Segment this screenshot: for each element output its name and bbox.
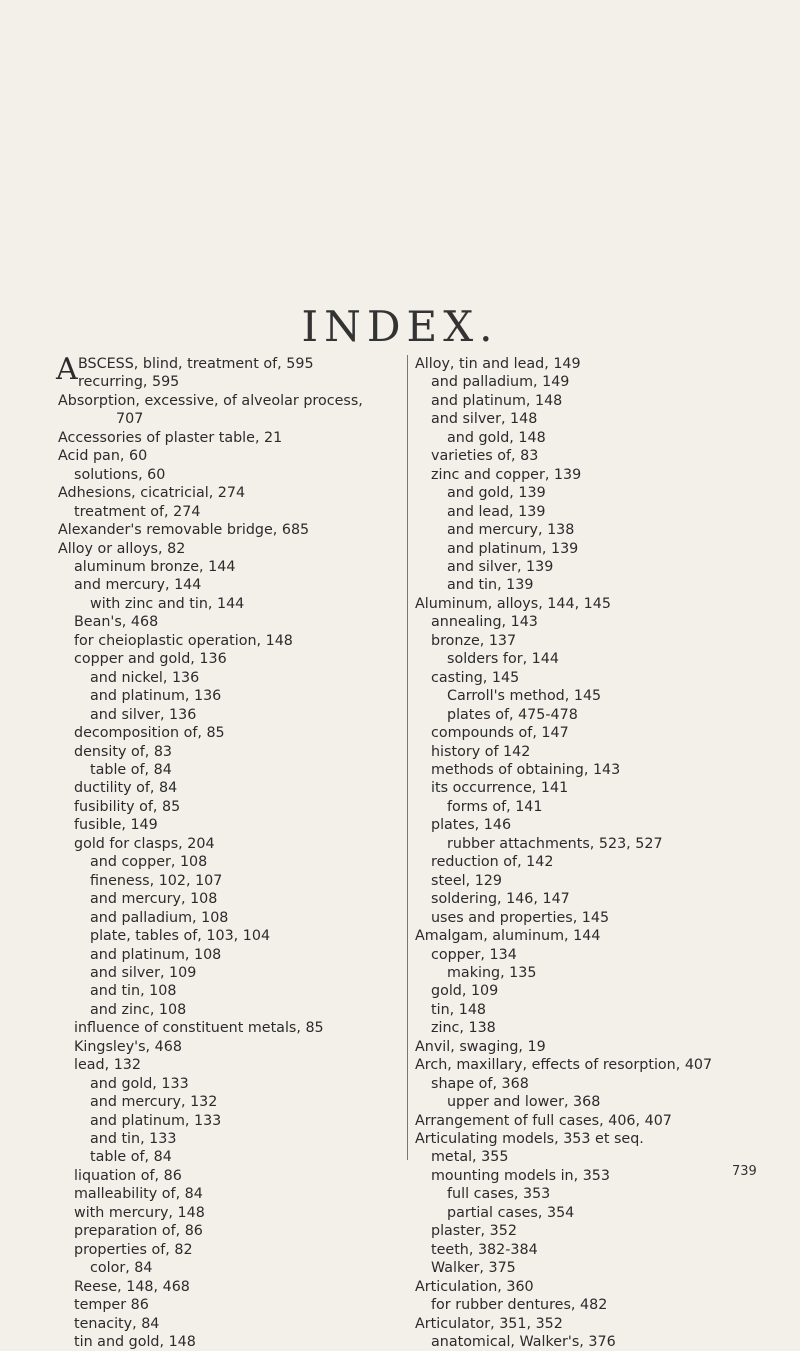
index-entry-text: and mercury, 132 — [90, 1094, 218, 1111]
index-entry — [415, 743, 795, 761]
index-entry — [415, 632, 795, 650]
index-entry-text: metal, 355 — [431, 1149, 509, 1166]
index-entry — [58, 964, 398, 982]
index-entry-text: Adhesions, cicatricial, 274 — [58, 485, 246, 502]
index-entry — [415, 447, 795, 465]
index-entry-text: zinc, 138 — [431, 1020, 496, 1037]
index-entry — [58, 669, 398, 687]
index-entry — [415, 779, 795, 797]
index-entry — [415, 576, 795, 594]
index-entry-text: history of 142 — [431, 743, 531, 760]
index-entry — [415, 982, 795, 1000]
index-entry-text: properties of, 82 — [74, 1241, 193, 1258]
index-entry — [58, 429, 398, 447]
index-entry — [415, 669, 795, 687]
index-entry — [58, 650, 398, 668]
index-entry — [415, 1185, 795, 1203]
index-entry-text: teeth, 382-384 — [431, 1241, 538, 1258]
index-entry — [415, 835, 795, 853]
index-entry — [58, 447, 398, 465]
index-entry — [58, 1185, 398, 1203]
index-entry-text: treatment of, 274 — [74, 503, 201, 520]
index-entry-text: zinc and copper, 139 — [431, 466, 582, 483]
index-entry — [58, 1112, 398, 1130]
index-entry-text: methods of obtaining, 143 — [431, 761, 621, 778]
index-entry-text: preparation of, 86 — [74, 1223, 203, 1240]
index-entry-text: reduction of, 142 — [431, 854, 554, 871]
index-entry — [415, 1093, 795, 1111]
index-entry — [58, 410, 398, 428]
index-entry-text: Carroll's method, 145 — [447, 688, 602, 705]
index-entry-text: fusible, 149 — [74, 817, 158, 834]
index-entry — [415, 706, 795, 724]
index-entry — [415, 1130, 795, 1148]
index-entry-text: annealing, 143 — [431, 614, 538, 631]
index-entry — [58, 1333, 398, 1351]
index-entry — [58, 724, 398, 742]
index-entry — [415, 521, 795, 539]
index-entry-text: Alloy, tin and lead, 149 — [415, 356, 581, 372]
index-entry-text: for cheioplastic operation, 148 — [74, 632, 293, 649]
index-entry — [415, 1222, 795, 1240]
index-entry-text: recurring, 595 — [78, 374, 180, 391]
index-entry — [415, 1333, 795, 1351]
index-entry — [58, 1259, 398, 1277]
index-entry-text: bronze, 137 — [431, 632, 517, 649]
index-entry-text: table of, 84 — [90, 761, 172, 778]
index-entry-text: for rubber dentures, 482 — [431, 1297, 608, 1314]
index-entry — [58, 521, 398, 539]
index-entry — [58, 1056, 398, 1074]
index-entry — [415, 1204, 795, 1222]
index-entry-text: malleability of, 84 — [74, 1186, 203, 1203]
index-entry-text: rubber attachments, 523, 527 — [447, 835, 663, 852]
index-entry-text: and zinc, 108 — [90, 1001, 187, 1018]
index-entry — [415, 540, 795, 558]
index-entry-text: Alexander's removable bridge, 685 — [58, 522, 310, 539]
index-entry-text: and lead, 139 — [447, 503, 546, 520]
index-entry — [415, 466, 795, 484]
index-entry-text: and mercury, 144 — [74, 577, 202, 594]
index-entry — [58, 853, 398, 871]
index-entry — [58, 503, 398, 521]
index-entry — [415, 392, 795, 410]
index-entry-text: forms of, 141 — [447, 798, 543, 815]
index-entry-text: lead, 132 — [74, 1057, 141, 1074]
index-entry — [58, 835, 398, 853]
index-entry — [415, 410, 795, 428]
index-entry — [415, 558, 795, 576]
index-entry-text: and tin, 108 — [90, 983, 177, 1000]
index-entry-text: gold for clasps, 204 — [74, 835, 215, 852]
index-entry-text: Accessories of plaster table, 21 — [58, 429, 283, 446]
index-entry-text: aluminum bronze, 144 — [74, 558, 236, 575]
index-entry — [415, 595, 795, 613]
page-number: 739 — [732, 1164, 757, 1179]
index-entry — [58, 872, 398, 890]
index-entry — [415, 650, 795, 668]
index-entry — [415, 613, 795, 631]
index-entry — [415, 872, 795, 890]
index-entry-text: and palladium, 108 — [90, 909, 229, 926]
index-entry — [415, 946, 795, 964]
index-entry-text: and tin, 133 — [90, 1131, 177, 1148]
index-entry-text: fineness, 102, 107 — [90, 872, 223, 889]
index-entry-text: and silver, 109 — [90, 964, 197, 981]
index-entry — [58, 576, 398, 594]
index-entry-text: tin and gold, 148 — [74, 1334, 196, 1351]
index-entry — [58, 779, 398, 797]
index-entry — [415, 1259, 795, 1277]
index-entry — [58, 816, 398, 834]
index-entry — [415, 1038, 795, 1056]
index-entry — [58, 558, 398, 576]
index-entry-text: and platinum, 139 — [447, 540, 579, 557]
index-entry-text: Absorption, excessive, of alveolar process, — [58, 392, 363, 409]
index-entry — [58, 632, 398, 650]
index-entry-text: Walker, 375 — [431, 1260, 516, 1277]
index-entry — [58, 595, 398, 613]
index-entry-text: plaster, 352 — [431, 1223, 517, 1240]
index-entry — [415, 853, 795, 871]
index-entry — [58, 1130, 398, 1148]
index-entry-text: and copper, 108 — [90, 854, 208, 871]
index-entry — [415, 1241, 795, 1259]
index-entry-text: and silver, 148 — [431, 411, 538, 428]
index-entry — [58, 1315, 398, 1333]
index-entry-text: Amalgam, aluminum, 144 — [415, 928, 601, 945]
index-entry — [58, 613, 398, 631]
index-entry — [415, 909, 795, 927]
index-entry-text: mounting models in, 353 — [431, 1167, 610, 1184]
index-entry-text: solders for, 144 — [447, 651, 559, 668]
index-entry — [58, 982, 398, 1000]
index-entry-text: Reese, 148, 468 — [74, 1278, 190, 1295]
index-entry — [415, 761, 795, 779]
index-entry — [415, 964, 795, 982]
index-entry-text: shape of, 368 — [431, 1075, 529, 1092]
index-entry-text: partial cases, 354 — [447, 1204, 575, 1221]
index-entry — [58, 909, 398, 927]
index-entry-text: 707 — [116, 411, 144, 428]
index-entry-text: Arrangement of full cases, 406, 407 — [415, 1112, 672, 1129]
index-entry — [58, 466, 398, 484]
index-entry-text: Kingsley's, 468 — [74, 1038, 182, 1055]
index-entry-text: fusibility of, 85 — [74, 798, 181, 815]
index-entry — [415, 816, 795, 834]
index-entry — [58, 1019, 398, 1037]
index-entry — [58, 540, 398, 558]
index-entry — [415, 1056, 795, 1074]
index-entry — [58, 1241, 398, 1259]
index-entry-text: compounds of, 147 — [431, 725, 569, 742]
index-entry — [58, 373, 398, 391]
index-entry-text: influence of constituent metals, 85 — [74, 1020, 324, 1037]
index-entry-text: and mercury, 108 — [90, 891, 218, 908]
index-entry — [58, 1093, 398, 1111]
index-entry — [415, 798, 795, 816]
index-entry-text: upper and lower, 368 — [447, 1094, 601, 1111]
index-entry-text: Articulator, 351, 352 — [415, 1315, 563, 1332]
index-entry-text: Anvil, swaging, 19 — [415, 1038, 546, 1055]
index-entry-text: Articulating models, 353 et seq. — [415, 1131, 644, 1148]
index-entry-text: plates, 146 — [431, 817, 512, 834]
index-entry-text: decomposition of, 85 — [74, 725, 225, 742]
index-entry-text: Articulation, 360 — [415, 1278, 534, 1295]
index-entry-text: and silver, 136 — [90, 706, 197, 723]
index-entry — [58, 1167, 398, 1185]
index-entry-text: and gold, 133 — [90, 1075, 189, 1092]
index-entry — [58, 890, 398, 908]
index-entry-text: and tin, 139 — [447, 577, 534, 594]
index-entry — [415, 1278, 795, 1296]
index-entry — [58, 761, 398, 779]
index-entry-text: Acid pan, 60 — [58, 448, 148, 465]
index-entry — [415, 890, 795, 908]
index-entry-text: Alloy or alloys, 82 — [58, 540, 186, 557]
index-entry — [415, 429, 795, 447]
index-entry — [58, 927, 398, 945]
index-entry-text: with mercury, 148 — [74, 1204, 205, 1221]
index-entry-text: and platinum, 148 — [431, 392, 563, 409]
index-entry-text: steel, 129 — [431, 872, 502, 889]
index-entry-text: ductility of, 84 — [74, 780, 178, 797]
index-entry-text: and gold, 148 — [447, 429, 546, 446]
index-entry — [415, 927, 795, 945]
index-entry-text: plate, tables of, 103, 104 — [90, 928, 271, 945]
index-entry — [58, 1222, 398, 1240]
index-entry-text: and nickel, 136 — [90, 669, 200, 686]
index-entry-text: and palladium, 149 — [431, 374, 570, 391]
index-entry — [415, 1001, 795, 1019]
index-column-left — [56, 352, 398, 1351]
index-entry-text: color, 84 — [90, 1260, 153, 1277]
index-entry-text: temper 86 — [74, 1297, 149, 1314]
index-entry-text: full cases, 353 — [447, 1186, 551, 1203]
index-entry — [415, 355, 795, 373]
index-entry — [58, 392, 398, 410]
index-entry-text: BSCESS, blind, treatment of, 595 — [78, 356, 314, 372]
index-entry-text: gold, 109 — [431, 983, 499, 1000]
index-entry-text: copper and gold, 136 — [74, 651, 227, 668]
index-entry — [415, 724, 795, 742]
index-entry — [58, 1075, 398, 1093]
index-entry-text: table of, 84 — [90, 1149, 172, 1166]
index-entry-text: with zinc and tin, 144 — [90, 595, 245, 612]
index-entry-text: and platinum, 108 — [90, 946, 222, 963]
index-entry-text: Aluminum, alloys, 144, 145 — [415, 595, 611, 612]
index-entry — [58, 1204, 398, 1222]
index-entry-text: tin, 148 — [431, 1001, 487, 1018]
index-entry-text: its occurrence, 141 — [431, 780, 569, 797]
index-entry-text: and mercury, 138 — [447, 522, 575, 539]
page-title: INDEX. — [301, 302, 499, 351]
index-entry-text: liquation of, 86 — [74, 1167, 182, 1184]
index-entry-text: and platinum, 136 — [90, 688, 222, 705]
index-entry — [415, 1112, 795, 1130]
index-entry-text: tenacity, 84 — [74, 1315, 160, 1332]
index-entry-text: solutions, 60 — [74, 466, 166, 483]
index-entry — [58, 743, 398, 761]
index-entry-text: anatomical, Walker's, 376 — [431, 1334, 616, 1351]
index-entry-text: uses and properties, 145 — [431, 909, 610, 926]
drop-cap: A — [56, 352, 78, 387]
index-entry-text: density of, 83 — [74, 743, 173, 760]
index-entry — [58, 687, 398, 705]
index-entry — [58, 1001, 398, 1019]
index-entry-text: casting, 145 — [431, 669, 520, 686]
index-entry — [415, 1075, 795, 1093]
index-entry-text: plates of, 475-478 — [447, 706, 578, 723]
index-entry — [58, 946, 398, 964]
index-entry-text: Bean's, 468 — [74, 614, 159, 631]
index-entry — [415, 687, 795, 705]
index-entry — [58, 1296, 398, 1314]
index-entry — [58, 706, 398, 724]
index-entry — [415, 373, 795, 391]
index-entry — [415, 484, 795, 502]
index-entry — [58, 484, 398, 502]
index-entry — [58, 1038, 398, 1056]
index-entry — [415, 503, 795, 521]
index-entry — [58, 1148, 398, 1166]
index-entry — [415, 1315, 795, 1333]
index-entry-text: soldering, 146, 147 — [431, 891, 570, 908]
index-entry-text: making, 135 — [447, 964, 537, 981]
index-entry — [415, 1019, 795, 1037]
index-entry-text: copper, 134 — [431, 946, 517, 963]
index-entry — [58, 798, 398, 816]
index-entry-text: and platinum, 133 — [90, 1112, 222, 1129]
index-entry-text: varieties of, 83 — [431, 448, 539, 465]
index-entry — [58, 1278, 398, 1296]
index-entry-text: Arch, maxillary, effects of resorption, 407 — [415, 1057, 713, 1074]
index-entry — [415, 1296, 795, 1314]
index-entry-text: and silver, 139 — [447, 558, 554, 575]
index-entry-text: and gold, 139 — [447, 485, 546, 502]
